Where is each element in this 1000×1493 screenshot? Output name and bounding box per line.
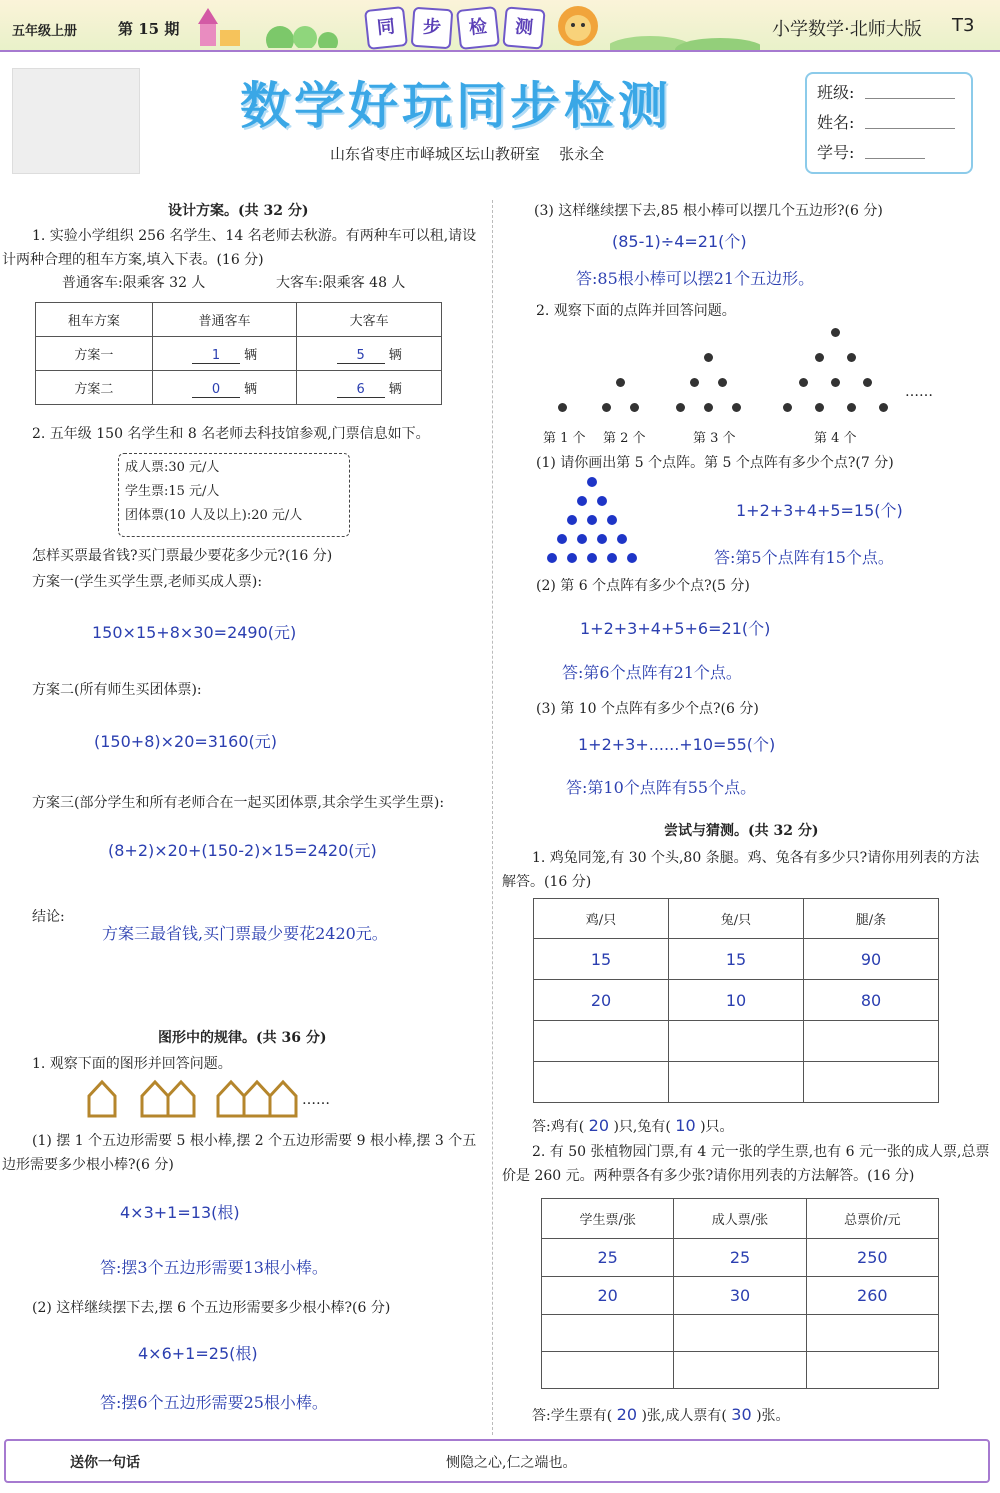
answer-line: 1+2+3+4+5+6=21(个) bbox=[580, 619, 771, 638]
table-cell: 30 bbox=[674, 1277, 806, 1315]
table-row bbox=[36, 337, 442, 371]
dot-label: 第 3 个 bbox=[693, 431, 736, 446]
plan-name: 方案二 bbox=[36, 371, 153, 405]
bus-plan-table bbox=[35, 302, 442, 405]
drawn-dot bbox=[557, 534, 567, 544]
table-header: 学生票/张 bbox=[542, 1199, 674, 1239]
ellipsis: …… bbox=[905, 384, 933, 400]
drawn-dot bbox=[607, 515, 617, 525]
answer-sentence bbox=[532, 1405, 790, 1425]
table-row bbox=[542, 1239, 939, 1277]
unit-label: 辆 bbox=[244, 381, 258, 397]
drawn-dot-pattern-5 bbox=[545, 475, 655, 565]
table-cell: 15 bbox=[534, 939, 669, 980]
page-title: 数学好玩同步检测 bbox=[240, 77, 672, 135]
drawn-dot bbox=[607, 553, 617, 563]
answer-blank[interactable]: 5 bbox=[337, 348, 385, 364]
table-header: 成人票/张 bbox=[674, 1199, 806, 1239]
pattern-dot bbox=[690, 378, 699, 387]
table-cell: 25 bbox=[542, 1239, 674, 1277]
drawn-dot bbox=[567, 553, 577, 563]
pattern-dot bbox=[815, 353, 824, 362]
table-cell bbox=[297, 371, 442, 405]
pattern-dot bbox=[704, 353, 713, 362]
answer-line: (150+8)×20=3160(元) bbox=[94, 732, 277, 751]
pattern-dot bbox=[831, 378, 840, 387]
drawn-dot bbox=[577, 534, 587, 544]
section-title: 图形中的规律。(共 36 分) bbox=[158, 1030, 327, 1046]
table-row bbox=[542, 1315, 939, 1352]
unit-label: 辆 bbox=[388, 347, 402, 363]
table-cell[interactable] bbox=[806, 1315, 938, 1352]
pentagon-sequence-figure bbox=[84, 1078, 300, 1120]
tag-box: 测 bbox=[502, 6, 545, 49]
answer-text: 答:学生票有( bbox=[532, 1408, 613, 1424]
ticket-price: 成人票:30 元/人 bbox=[125, 460, 220, 475]
answer-line: 方案三最省钱,买门票最少要花2420元。 bbox=[102, 924, 388, 943]
answer-line: 1+2+3+......+10=55(个) bbox=[578, 735, 776, 754]
table-cell[interactable] bbox=[542, 1352, 674, 1389]
answer-blank[interactable]: 6 bbox=[337, 382, 385, 398]
pattern-dot bbox=[718, 378, 727, 387]
pattern-dot bbox=[847, 353, 856, 362]
pattern-dot bbox=[732, 403, 741, 412]
hills-illustration bbox=[610, 24, 760, 50]
castle-illustration bbox=[190, 4, 340, 48]
qr-code-placeholder bbox=[12, 68, 140, 174]
id-field-line[interactable] bbox=[865, 158, 925, 159]
question-text: 1. 观察下面的图形并回答问题。 bbox=[32, 1056, 232, 1072]
drawn-dot bbox=[577, 496, 587, 506]
plan-name: 方案一 bbox=[36, 337, 153, 371]
answer-text: )张。 bbox=[756, 1408, 790, 1424]
question-text: (3) 第 10 个点阵有多少个点?(6 分) bbox=[536, 701, 759, 717]
table-header: 鸡/只 bbox=[534, 899, 669, 939]
bus-info: 普通客车:限乘客 32 人 bbox=[62, 275, 206, 291]
unit-label: 辆 bbox=[244, 347, 258, 363]
question-text: 2. 观察下面的点阵并回答问题。 bbox=[536, 303, 736, 319]
table-cell: 10 bbox=[669, 980, 804, 1021]
tag-box: 同 bbox=[364, 6, 408, 50]
answer-blank[interactable]: 0 bbox=[192, 382, 240, 398]
table-cell[interactable] bbox=[669, 1062, 804, 1103]
pattern-dot bbox=[815, 403, 824, 412]
table-header: 大客车 bbox=[297, 303, 442, 337]
pattern-dot bbox=[879, 403, 888, 412]
table-cell: 80 bbox=[804, 980, 939, 1021]
answer-blank[interactable]: 20 bbox=[616, 1405, 637, 1424]
question-text: 1. 实验小学组织 256 名学生、14 名老师去秋游。有两种车可以租,请设计两种合理的租车方案,填入下表。(16 分) bbox=[2, 228, 477, 268]
section-title: 尝试与猜测。(共 32 分) bbox=[664, 823, 819, 839]
answer-line: 1+2+3+4+5=15(个) bbox=[736, 501, 903, 520]
page-number: T3 bbox=[952, 15, 975, 36]
pattern-dot bbox=[831, 328, 840, 337]
drawn-dot bbox=[587, 515, 597, 525]
table-cell[interactable] bbox=[542, 1315, 674, 1352]
issue-label: 第 15 期 bbox=[118, 20, 180, 38]
question-text: (1) 摆 1 个五边形需要 5 根小棒,摆 2 个五边形需要 9 根小棒,摆 3 个五边形需要多少根小棒?(6 分) bbox=[2, 1133, 477, 1173]
table-row bbox=[534, 1062, 939, 1103]
name-field-line[interactable] bbox=[865, 128, 955, 129]
drawn-dot bbox=[587, 553, 597, 563]
pentagon-3 bbox=[218, 1082, 296, 1116]
dot-label: 第 4 个 bbox=[814, 431, 857, 446]
answer-sentence bbox=[532, 1116, 734, 1136]
ticket-count-table bbox=[541, 1198, 939, 1389]
drawn-dot bbox=[587, 477, 597, 487]
answer-text: 答:鸡有( bbox=[532, 1119, 585, 1135]
student-info-box bbox=[805, 72, 973, 174]
table-cell: 25 bbox=[674, 1239, 806, 1277]
table-cell: 250 bbox=[806, 1239, 938, 1277]
table-cell: 260 bbox=[806, 1277, 938, 1315]
pentagon-2 bbox=[142, 1082, 194, 1116]
answer-line: 答:第6个点阵有21个点。 bbox=[562, 663, 742, 682]
pattern-dot bbox=[616, 378, 625, 387]
answer-line: 答:85根小棒可以摆21个五边形。 bbox=[576, 269, 815, 288]
question-text: 怎样买票最省钱?买门票最少要花多少元?(16 分) bbox=[32, 548, 333, 564]
table-cell[interactable] bbox=[674, 1315, 806, 1352]
class-field-line[interactable] bbox=[865, 98, 955, 99]
answer-text: )只,兔有( bbox=[613, 1119, 671, 1135]
table-row bbox=[542, 1352, 939, 1389]
table-cell: 15 bbox=[669, 939, 804, 980]
table-cell bbox=[297, 337, 442, 371]
dot-label: 第 1 个 bbox=[543, 431, 586, 446]
lion-mascot-icon bbox=[548, 2, 608, 48]
plan-label: 方案三(部分学生和所有老师合在一起买团体票,其余学生买学生票): bbox=[32, 795, 445, 811]
pattern-dot bbox=[847, 403, 856, 412]
author-line: 山东省枣庄市峄城区坛山教研室 张永全 bbox=[330, 145, 605, 163]
chicken-rabbit-table bbox=[533, 898, 939, 1103]
table-cell: 90 bbox=[804, 939, 939, 980]
table-cell bbox=[152, 337, 297, 371]
pattern-dot bbox=[704, 403, 713, 412]
question-text: (2) 这样继续摆下去,摆 6 个五边形需要多少根小棒?(6 分) bbox=[32, 1300, 391, 1316]
footer-bar bbox=[4, 1439, 990, 1483]
ellipsis: …… bbox=[302, 1092, 330, 1108]
drawn-dot bbox=[597, 496, 607, 506]
answer-blank[interactable]: 20 bbox=[588, 1116, 609, 1135]
answer-line: 答:摆6个五边形需要25根小棒。 bbox=[100, 1393, 328, 1412]
table-cell[interactable] bbox=[669, 1021, 804, 1062]
table-header: 普通客车 bbox=[152, 303, 297, 337]
unit-label: 辆 bbox=[388, 381, 402, 397]
section-title: 设计方案。(共 32 分) bbox=[168, 203, 309, 219]
table-cell[interactable] bbox=[534, 1021, 669, 1062]
drawn-dot bbox=[567, 515, 577, 525]
answer-blank[interactable]: 1 bbox=[192, 348, 240, 364]
drawn-dot bbox=[617, 534, 627, 544]
answer-blank[interactable]: 30 bbox=[731, 1405, 752, 1424]
class-field-label: 班级: bbox=[817, 83, 855, 102]
table-cell[interactable] bbox=[804, 1062, 939, 1103]
plan-label: 方案一(学生买学生票,老师买成人票): bbox=[32, 574, 263, 590]
pattern-dot bbox=[676, 403, 685, 412]
table-row bbox=[36, 371, 442, 405]
column-divider bbox=[492, 200, 493, 1435]
answer-line: 答:第10个点阵有55个点。 bbox=[566, 778, 757, 797]
table-header: 兔/只 bbox=[669, 899, 804, 939]
answer-line: 答:第5个点阵有15个点。 bbox=[714, 548, 894, 567]
dot-label: 第 2 个 bbox=[603, 431, 646, 446]
plan-label: 方案二(所有师生买团体票): bbox=[32, 682, 202, 698]
question-text: 1. 鸡兔同笼,有 30 个头,80 条腿。鸡、兔各有多少只?请你用列表的方法解答。(16 分) bbox=[502, 850, 980, 890]
bus-info: 大客车:限乘客 48 人 bbox=[276, 275, 406, 291]
table-row bbox=[534, 980, 939, 1021]
table-row bbox=[534, 1021, 939, 1062]
ticket-price: 团体票(10 人及以上):20 元/人 bbox=[125, 508, 303, 523]
conclusion-label: 结论: bbox=[32, 909, 65, 925]
pentagon-1 bbox=[89, 1082, 115, 1116]
table-header: 租车方案 bbox=[36, 303, 153, 337]
pattern-dot bbox=[630, 403, 639, 412]
pattern-dot bbox=[558, 403, 567, 412]
ticket-info-box bbox=[118, 453, 350, 537]
answer-line: (85-1)÷4=21(个) bbox=[612, 232, 747, 251]
question-text: (3) 这样继续摆下去,85 根小棒可以摆几个五边形?(6 分) bbox=[534, 203, 883, 219]
table-cell bbox=[152, 371, 297, 405]
table-cell[interactable] bbox=[674, 1352, 806, 1389]
drawn-dot bbox=[597, 534, 607, 544]
name-field-label: 姓名: bbox=[817, 113, 855, 132]
pattern-dot bbox=[799, 378, 808, 387]
table-header: 腿/条 bbox=[804, 899, 939, 939]
table-cell[interactable] bbox=[534, 1062, 669, 1103]
table-cell: 20 bbox=[542, 1277, 674, 1315]
table-row bbox=[534, 939, 939, 980]
answer-line: 4×6+1=25(根) bbox=[138, 1344, 258, 1363]
ticket-price: 学生票:15 元/人 bbox=[125, 484, 220, 499]
dot-pattern-figure bbox=[552, 322, 902, 422]
answer-line: (8+2)×20+(150-2)×15=2420(元) bbox=[108, 841, 377, 860]
question-text: (1) 请你画出第 5 个点阵。第 5 个点阵有多少个点?(7 分) bbox=[536, 455, 894, 471]
question-text: 2. 有 50 张植物园门票,有 4 元一张的学生票,也有 6 元一张的成人票,总票价是 260 元。两种票各有多少张?请你用列表的方法解答。(16 分) bbox=[502, 1144, 990, 1184]
table-cell[interactable] bbox=[804, 1021, 939, 1062]
drawn-dot bbox=[547, 553, 557, 563]
answer-text: )张,成人票有( bbox=[641, 1408, 727, 1424]
footer-quote: 恻隐之心,仁之端也。 bbox=[446, 1455, 577, 1471]
table-row bbox=[542, 1277, 939, 1315]
footer-label: 送你一句话 bbox=[70, 1455, 140, 1471]
answer-line: 答:摆3个五边形需要13根小棒。 bbox=[100, 1258, 328, 1277]
pattern-dot bbox=[602, 403, 611, 412]
subject-label: 小学数学·北师大版 bbox=[772, 19, 922, 40]
answer-line: 4×3+1=13(根) bbox=[120, 1203, 240, 1222]
grade-label: 五年级上册 bbox=[12, 24, 78, 39]
table-cell[interactable] bbox=[806, 1352, 938, 1389]
id-field-label: 学号: bbox=[817, 143, 855, 162]
answer-text: )只。 bbox=[700, 1119, 734, 1135]
answer-blank[interactable]: 10 bbox=[675, 1116, 696, 1135]
question-text: 2. 五年级 150 名学生和 8 名老师去科技馆参观,门票信息如下。 bbox=[32, 426, 430, 442]
pattern-dot bbox=[863, 378, 872, 387]
answer-line: 150×15+8×30=2490(元) bbox=[92, 623, 297, 642]
table-cell: 20 bbox=[534, 980, 669, 1021]
table-header: 总票价/元 bbox=[806, 1199, 938, 1239]
pattern-dot bbox=[783, 403, 792, 412]
tag-box: 步 bbox=[411, 7, 454, 50]
tag-box: 检 bbox=[456, 6, 500, 50]
drawn-dot bbox=[627, 553, 637, 563]
question-text: (2) 第 6 个点阵有多少个点?(5 分) bbox=[536, 578, 750, 594]
